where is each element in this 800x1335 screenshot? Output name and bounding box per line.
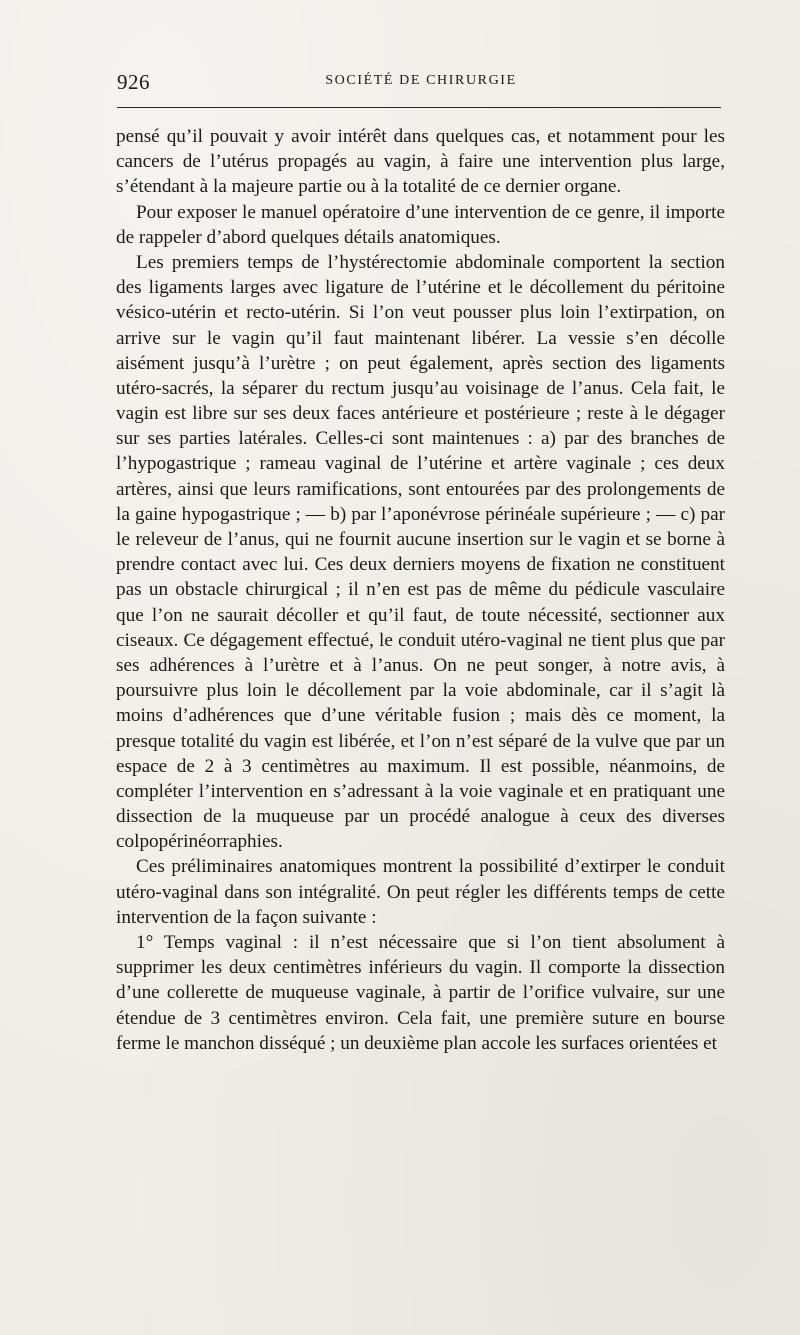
page-header (117, 64, 725, 104)
header-rule (117, 107, 721, 108)
paragraph-2: Pour exposer le manuel opératoire d’une intervention de ce genre, il importe de rappeler d’abord quelques détails anatomiques. (116, 201, 725, 248)
body-text (116, 124, 725, 1056)
paragraph-5: 1° Temps vaginal : il n’est nécessaire que si l’on tient absolument à supprimer les deux centimètres inférieurs du vagin. Il comporte la dissection d’une collerette de muqueuse vaginale, à partir de l’orifice vulvaire, sur une étendue de 3 centimètres environ. Cela fait, une première suture en bourse ferme le manchon disséqué ; un deuxième plan accole les surfaces orientées et (116, 932, 725, 1054)
paragraph-4: Ces préliminaires anatomiques montrent la possibilité d’extirper le conduit utéro-vaginal dans son intégralité. On peut régler les différents temps de cette intervention de la façon suivante : (116, 856, 725, 928)
paragraph-3: Les premiers temps de l’hystérectomie abdominale comportent la section des ligaments larges avec ligature de l’utérine et le décollement du péritoine vésico-utérin et recto-utérin. Si l’on veut pousser plus loin l’extirpation, on arrive sur le vagin qu’il faut maintenant libérer. La vessie s’en décolle aisément jusqu’à l’urètre ; on peut également, après section des ligaments utéro-sacrés, la séparer du rectum jusqu’au voisinage de l’anus. Cela fait, le vagin est libre sur ses deux faces antérieure et postérieure ; reste à le dégager sur ses parties latérales. Celles-ci sont maintenues : a) par des branches de l’hypogastrique ; rameau vaginal de l’utérine et artère vaginale ; ces deux artères, ainsi que leurs ramifications, sont entourées par des prolongements de la gaine hypogastrique ; — b) par l’aponévrose périnéale supérieure ; — c) par le releveur de l’anus, qui ne fournit aucune insertion sur le vagin et se borne à prendre contact avec lui. Ces deux derniers moyens de fixation ne constituent pas un obstacle chirurgical ; il n’en est pas de même du pédicule vasculaire que l’on ne saurait décoller et qu’il faut, de toute nécessité, sectionner aux ciseaux. Ce dégagement effectué, le conduit utéro-vaginal ne tient plus que par ses adhérences à l’urètre et à l’anus. On ne peut songer, à notre avis, à poursuivre plus loin le décollement par la voie abdominale, car il s’agit là moins d’adhérences que d’une véritable fusion ; mais dès ce moment, la presque totalité du vagin est libérée, et l’on n’est séparé de la vulve que par un espace de 2 à 3 centimètres au maximum. Il est possible, néanmoins, de compléter l’intervention en s’adressant à la voie vaginale et en pratiquant une dissection de la muqueuse par un procédé analogue à ceux des diverses colpopérinéorraphies. (116, 251, 725, 853)
running-head: SOCIÉTÉ DE CHIRURGIE (325, 73, 517, 88)
page-number: 926 (117, 70, 150, 94)
paragraph-1: pensé qu’il pouvait y avoir intérêt dans quelques cas, et notamment pour les cancers de l’utérus propagés au vagin, à faire une intervention plus large, s’étendant à la majeure partie ou à la totalité de ce dernier organe. (116, 126, 725, 198)
